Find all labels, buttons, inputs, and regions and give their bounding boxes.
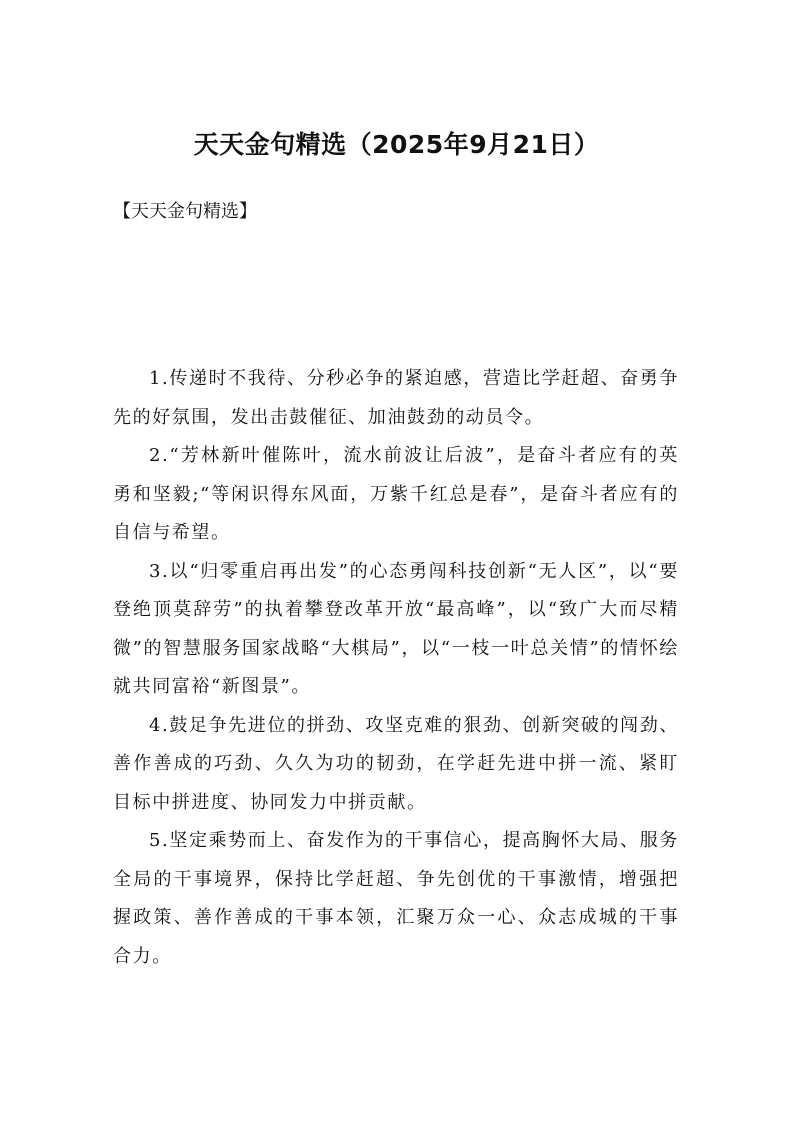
quote-paragraph-3: 3.以“归零重启再出发”的心态勇闯科技创新“无人区”，以“要登绝顶莫辞劳”的执着攀登改革开放“最高峰”，以“致广大而尽精微”的智慧服务国家战略“大棋局”，以“一枝一叶总关情”的情怀绘就共同富裕“新图景”。 bbox=[113, 560, 679, 697]
document-title: 天天金句精选（2025年9月21日） bbox=[193, 130, 600, 159]
quote-paragraph-4: 4.鼓足争先进位的拼劲、攻坚克难的狠劲、创新突破的闯劲、善作善成的巧劲、久久为功的韧劲，在学赶先进中拼一流、紧盯目标中拼进度、协同发力中拼贡献。 bbox=[113, 714, 679, 813]
quote-list bbox=[113, 360, 679, 976]
quote-paragraph-1: 1.传递时不我待、分秒必争的紧迫感，营造比学赶超、奋勇争先的好氛围，发出击鼓催征、加油鼓劲的动员令。 bbox=[113, 368, 679, 428]
quote-paragraph-5: 5.坚定乘势而上、奋发作为的干事信心，提高胸怀大局、服务全局的干事境界，保持比学赶超、争先创优的干事激情，增强把握政策、善作善成的干事本领，汇聚万众一心、众志成城的干事合力。 bbox=[113, 830, 679, 967]
quote-paragraph-2: 2.“芳林新叶催陈叶，流水前波让后波”，是奋斗者应有的英勇和坚毅;“等闲识得东风面，万紫千红总是春”，是奋斗者应有的自信与希望。 bbox=[113, 445, 679, 543]
section-label: 【天天金句精选】 bbox=[113, 201, 257, 222]
